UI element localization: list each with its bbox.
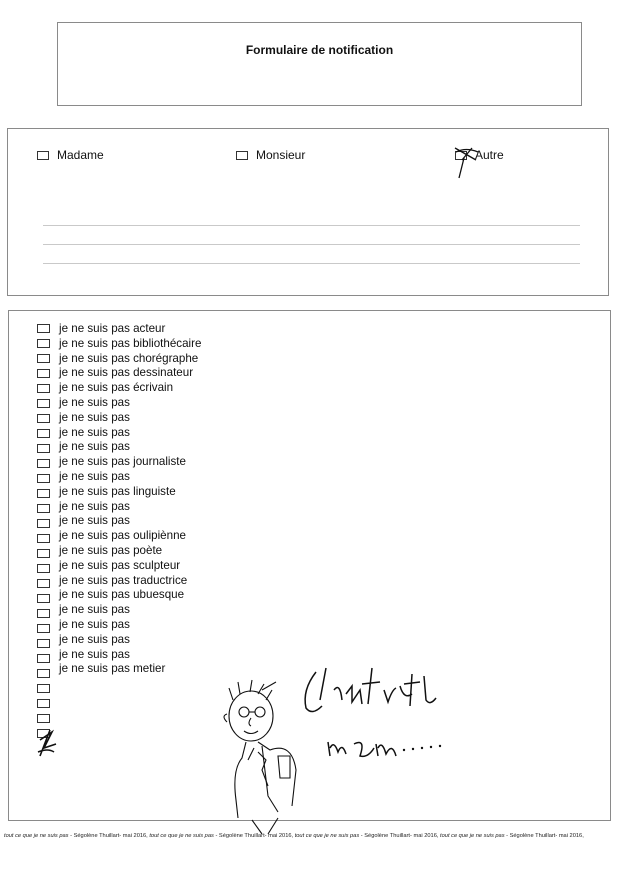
- profession-item: je ne suis pas metier: [59, 662, 166, 676]
- profession-item: je ne suis pas oulipiènne: [59, 529, 186, 543]
- footer-credit-text: - Ségolène Thuillart- mai 2016,: [359, 833, 441, 839]
- profession-item: je ne suis pas: [59, 499, 130, 513]
- profession-checkbox[interactable]: [37, 609, 50, 618]
- profession-checkbox[interactable]: [37, 624, 50, 633]
- profession-checkbox[interactable]: [37, 444, 50, 453]
- profession-checkbox[interactable]: [37, 699, 50, 708]
- profession-list-box: [8, 310, 611, 821]
- footer-credit-text: - Ségolène Thuillart- mai 2016,: [213, 833, 295, 839]
- profession-item: je ne suis pas traductrice: [59, 573, 188, 587]
- label-monsieur: Monsieur: [256, 148, 306, 162]
- civility-option-autre[interactable]: [455, 148, 504, 162]
- profession-checkbox[interactable]: [37, 354, 50, 363]
- profession-checkbox[interactable]: [37, 399, 50, 408]
- footer-credit-text: - Ségolène Thuillart- mai 2016,: [504, 833, 584, 839]
- footer-credit: [4, 833, 620, 839]
- profession-item: je ne suis pas: [59, 425, 130, 439]
- profession-item: je ne suis pas journaliste: [59, 455, 186, 469]
- label-madame: Madame: [57, 148, 104, 162]
- footer-credit-text: - Ségolène Thuillart- mai 2016,: [68, 833, 150, 839]
- profession-item: je ne suis pas écrivain: [59, 381, 174, 395]
- profession-checkbox[interactable]: [37, 594, 50, 603]
- profession-checkbox[interactable]: [37, 534, 50, 543]
- profession-checkbox[interactable]: [37, 339, 50, 348]
- checkbox-monsieur[interactable]: [236, 151, 248, 160]
- profession-checkbox[interactable]: [37, 639, 50, 648]
- footer-italic: tout ce que je ne suis pas: [149, 833, 214, 839]
- profession-item: je ne suis pas: [59, 603, 130, 617]
- profession-item: je ne suis pas poète: [59, 543, 163, 557]
- profession-checkbox[interactable]: [37, 654, 50, 663]
- profession-item: je ne suis pas: [59, 469, 130, 483]
- profession-item: je ne suis pas: [59, 410, 130, 424]
- write-line[interactable]: [43, 263, 580, 264]
- profession-item: je ne suis pas acteur: [59, 322, 166, 335]
- profession-checkbox[interactable]: [37, 414, 50, 423]
- profession-checkbox[interactable]: [37, 324, 50, 333]
- label-autre: Autre: [475, 148, 504, 162]
- profession-checkbox[interactable]: [37, 564, 50, 573]
- profession-item: je ne suis pas: [59, 440, 130, 454]
- write-line[interactable]: [43, 225, 580, 226]
- profession-checkbox[interactable]: [37, 729, 50, 738]
- civility-box: [7, 128, 609, 296]
- profession-checkbox[interactable]: [37, 684, 50, 693]
- profession-checkbox[interactable]: [37, 369, 50, 378]
- profession-item: je ne suis pas chorégraphe: [59, 351, 199, 365]
- profession-checkbox[interactable]: [37, 384, 50, 393]
- profession-item: je ne suis pas: [59, 632, 130, 646]
- profession-checkbox[interactable]: [37, 429, 50, 438]
- profession-item: je ne suis pas sculpteur: [59, 558, 181, 572]
- profession-checkbox[interactable]: [37, 669, 50, 678]
- profession-item: je ne suis pas: [59, 617, 130, 631]
- form-title: Formulaire de notification: [245, 43, 394, 57]
- profession-checkbox[interactable]: [37, 489, 50, 498]
- footer-italic: tout ce que je ne suis pas: [4, 833, 69, 839]
- checkbox-madame[interactable]: [37, 151, 49, 160]
- footer-italic: tout ce que je ne suis pas: [294, 833, 360, 839]
- profession-checkbox[interactable]: [37, 459, 50, 468]
- profession-checkbox[interactable]: [37, 474, 50, 483]
- title-box: [57, 22, 582, 106]
- profession-item: je ne suis pas: [59, 514, 130, 528]
- profession-checkbox[interactable]: [37, 504, 50, 513]
- profession-checkbox[interactable]: [37, 519, 50, 528]
- profession-item: je ne suis pas ubuesque: [59, 588, 185, 602]
- checkbox-column: [37, 324, 50, 744]
- profession-item: je ne suis pas: [59, 647, 130, 661]
- profession-item: je ne suis pas bibliothécaire: [59, 336, 202, 350]
- write-line[interactable]: [43, 244, 580, 245]
- profession-item: je ne suis pas: [59, 395, 130, 409]
- profession-checkbox[interactable]: [37, 714, 50, 723]
- profession-item: je ne suis pas dessinateur: [59, 366, 194, 380]
- profession-item: je ne suis pas linguiste: [59, 484, 176, 498]
- profession-checkbox[interactable]: [37, 549, 50, 558]
- civility-option-monsieur[interactable]: [236, 148, 305, 162]
- profession-list: [59, 322, 201, 677]
- civility-option-madame[interactable]: [37, 148, 104, 162]
- profession-checkbox[interactable]: [37, 579, 50, 588]
- checkbox-autre[interactable]: [455, 151, 467, 160]
- footer-italic: tout ce que je ne suis pas: [440, 833, 505, 839]
